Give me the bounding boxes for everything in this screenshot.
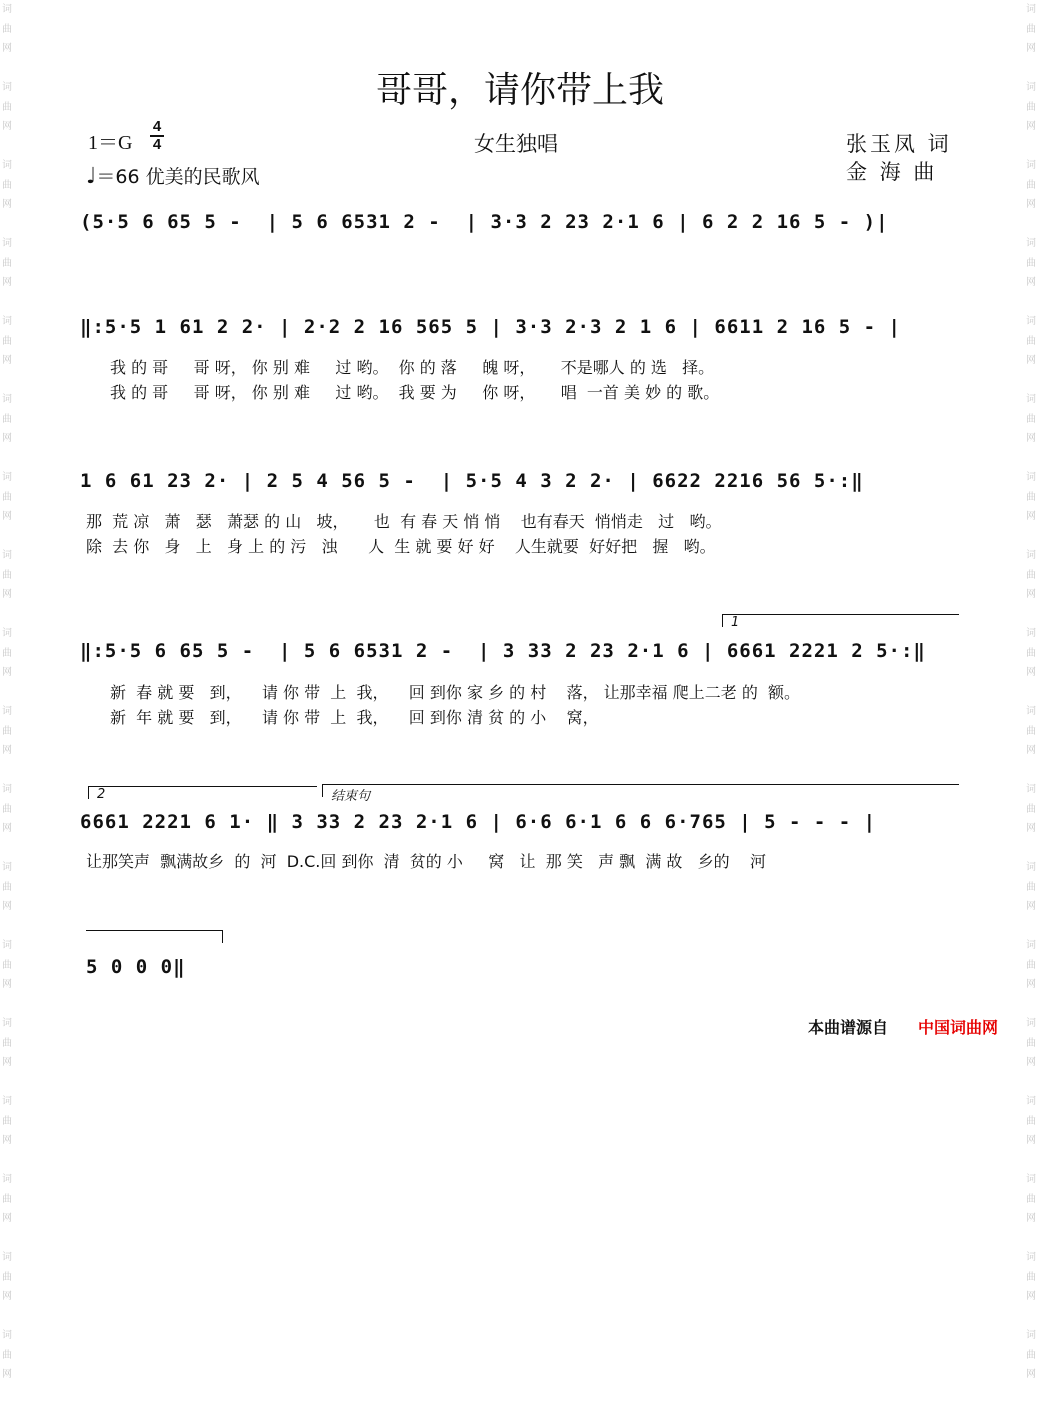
composer-credit: 金 海 曲	[846, 160, 938, 184]
watermark-right: 词 曲 网 词 曲 网 词 曲 网 词 曲 网 词 曲 网 词 曲 网 词 曲 网 词 曲 网 词 曲 网 词 曲 网 词 曲 网 词 曲 网 词 曲 网 词 曲 网 词 曲 网 词 曲 网 词 曲 网 词 曲 网	[1026, 4, 1036, 1380]
lyric-line-3b: 除 去 你 身 上 身 上 的 污 浊 人 生 就 要 好 好 人生就要 好好把 握 哟。	[86, 537, 716, 556]
quarter-note-icon: ♩	[86, 164, 97, 189]
notation-line-5: 6661 2221 6 1· ‖ 3 33 2 23 2·1 6 | 6·6 6·1 6 6 6·765 | 5 - - - |	[80, 811, 877, 833]
volta-bracket-2: 2	[88, 786, 317, 799]
site-link[interactable]: 中国词曲网	[918, 1018, 999, 1037]
coda-bracket: 结束句	[322, 784, 959, 797]
source-label: 本曲谱源自	[808, 1018, 889, 1037]
time-signature-bottom: 4	[152, 136, 162, 153]
key-signature: 1＝G	[88, 132, 133, 154]
tie-continuation	[86, 930, 223, 943]
lyric-line-3a: 那 荒 凉 萧 瑟 萧瑟 的 山 坡， 也 有 春 天 悄 悄 也有春天 悄悄走 过 哟。	[86, 512, 722, 531]
lyric-line-2a: 我 的 哥 哥 呀， 你 别 难 过 哟。 你 的 落 魄 呀， 不是哪人 的 选 择。	[110, 358, 715, 377]
time-signature-top: 4	[152, 118, 162, 135]
lyric-line-5: 让那笑声 飘满故乡 的 河 D.C.回 到你 清 贫的 小 窝 让 那 笑 声 飘 满 故 乡的 河	[86, 852, 767, 871]
lyric-line-2b: 我 的 哥 哥 呀， 你 别 难 过 哟。 我 要 为 你 呀， 唱 一首 美 妙 的 歌。	[110, 383, 720, 402]
volta-bracket-1: 1	[722, 614, 959, 627]
watermark-left: 词 曲 网 词 曲 网 词 曲 网 词 曲 网 词 曲 网 词 曲 网 词 曲 网 词 曲 网 词 曲 网 词 曲 网 词 曲 网 词 曲 网 词 曲 网 词 曲 网 词 曲 网 词 曲 网 词 曲 网 词 曲 网	[2, 4, 12, 1380]
performer-label: 女生独唱	[474, 132, 558, 156]
time-signature	[150, 120, 164, 152]
notation-line-3: 1 6 61 23 2· | 2 5 4 56 5 - | 5·5 4 3 2 2· | 6622 2216 56 5·:‖	[80, 470, 864, 492]
lyric-line-4a: 新 春 就 要 到， 请 你 带 上 我， 回 到你 家 乡 的 村 落， 让那幸福 爬上二老 的 额。	[110, 683, 801, 702]
lyric-line-4b: 新 年 就 要 到， 请 你 带 上 我， 回 到你 清 贫 的 小 窝，	[110, 708, 599, 727]
tempo-marking	[86, 162, 260, 189]
tempo-text: ＝66 优美的民歌风	[96, 166, 260, 188]
notation-line-4: ‖:5·5 6 65 5 - | 5 6 6531 2 - | 3 33 2 23 2·1 6 | 6661 2221 2 5·:‖	[80, 640, 926, 662]
notation-line-6: 5 0 0 0‖	[86, 956, 186, 978]
lyricist-credit: 张玉凤 词	[846, 132, 952, 156]
notation-line-2: ‖:5·5 1 61 2 2· | 2·2 2 16 565 5 | 3·3 2·3 2 1 6 | 6611 2 16 5 - |	[80, 316, 901, 338]
notation-line-1: (5·5 6 65 5 - | 5 6 6531 2 - | 3·3 2 23 2·1 6 | 6 2 2 16 5 - )|	[80, 211, 889, 233]
song-title: 哥哥，请你带上我	[375, 70, 664, 111]
